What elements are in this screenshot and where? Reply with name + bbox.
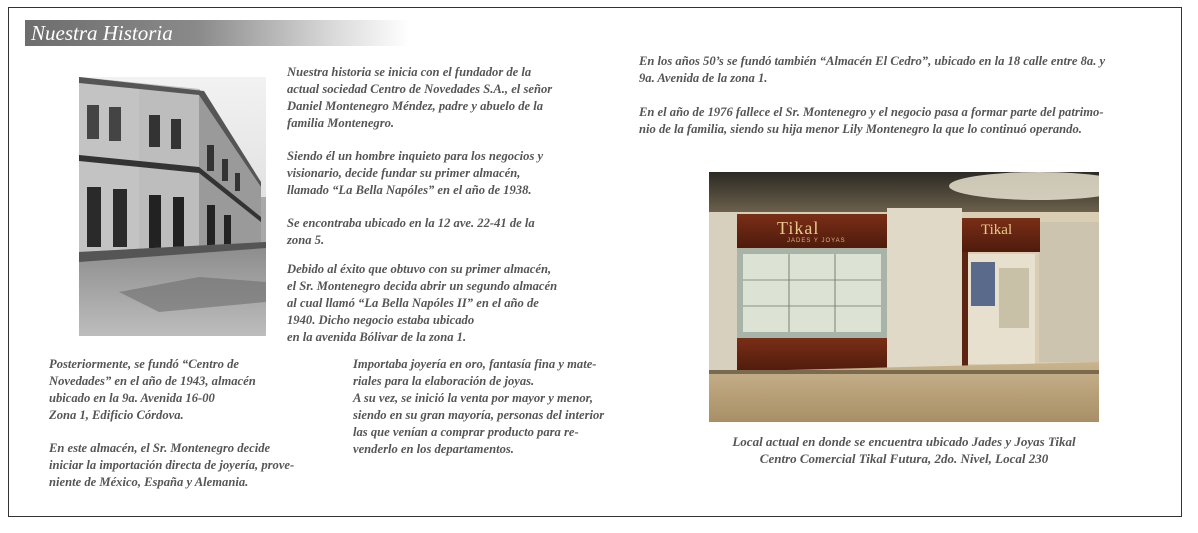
text-line: riales para la elaboración de joyas. bbox=[353, 374, 535, 388]
title-banner bbox=[25, 20, 409, 46]
text-line: Importaba joyería en oro, fantasía fina y mate- bbox=[353, 357, 597, 371]
current-store-photo bbox=[709, 172, 1099, 422]
text-line: niente de México, España y Alemania. bbox=[49, 475, 249, 489]
text-line: zona 5. bbox=[287, 233, 325, 247]
text-line: llamado “La Bella Napóles” en el año de 1938. bbox=[287, 183, 532, 197]
text-line: 1940. Dicho negocio estaba ubicado bbox=[287, 313, 475, 327]
second-store-paragraph bbox=[287, 261, 557, 346]
text-line: nio de la familia, siendo su hija menor Lily Montenegro la que lo continuó operando. bbox=[639, 122, 1082, 136]
text-line: familia Montenegro. bbox=[287, 116, 395, 130]
cedro-paragraph bbox=[639, 53, 1105, 87]
page-frame bbox=[8, 7, 1182, 517]
store-photo-caption bbox=[689, 433, 1119, 467]
text-line: Nuestra historia se inicia con el fundador de la bbox=[287, 65, 532, 79]
caption-line: Local actual en donde se encuentra ubicado Jades y Joyas Tikal bbox=[732, 434, 1076, 449]
text-line: A su vez, se inició la venta por mayor y menor, bbox=[353, 391, 593, 405]
succession-paragraph bbox=[639, 104, 1104, 138]
text-line: Se encontraba ubicado en la 12 ave. 22-41 de la bbox=[287, 216, 535, 230]
historic-street-photo bbox=[79, 77, 266, 336]
first-store-paragraph bbox=[287, 148, 543, 199]
text-line: el Sr. Montenegro decida abrir un segundo almacén bbox=[287, 279, 558, 293]
location-paragraph bbox=[287, 215, 535, 249]
street-photo-drawing bbox=[79, 77, 266, 336]
store-sign-right: Tikal bbox=[981, 222, 1013, 238]
text-line: venderlo en los departamentos. bbox=[353, 442, 514, 456]
text-line: 9a. Avenida de la zona 1. bbox=[639, 71, 768, 85]
text-line: Siendo él un hombre inquieto para los negocios y bbox=[287, 149, 544, 163]
text-line: actual sociedad Centro de Novedades S.A., el señor bbox=[287, 82, 553, 96]
centro-novedades-paragraph bbox=[49, 356, 256, 424]
text-line: al cual llamó “La Bella Napóles II” en el año de bbox=[287, 296, 539, 310]
text-line: En los años 50’s se fundó también “Almacén El Cedro”, ubicado en la 18 calle entre 8a. y bbox=[639, 54, 1106, 68]
import-paragraph bbox=[49, 440, 294, 491]
text-line: Posteriormente, se fundó “Centro de bbox=[49, 357, 239, 371]
store-photo-drawing bbox=[709, 172, 1099, 422]
page-title: Nuestra Historia bbox=[31, 21, 173, 45]
intro-paragraph bbox=[287, 64, 552, 132]
store-sign: Tikal bbox=[777, 218, 820, 238]
text-line: Novedades” en el año de 1943, almacén bbox=[49, 374, 256, 388]
text-line: Debido al éxito que obtuvo con su primer almacén, bbox=[287, 262, 552, 276]
text-line: En este almacén, el Sr. Montenegro decide bbox=[49, 441, 271, 455]
text-line: en la avenida Bólivar de la zona 1. bbox=[287, 330, 467, 344]
text-line: ubicado en la 9a. Avenida 16-00 bbox=[49, 391, 215, 405]
text-line: iniciar la importación directa de joyería, prove- bbox=[49, 458, 295, 472]
caption-line: Centro Comercial Tikal Futura, 2do. Nivel, Local 230 bbox=[759, 451, 1049, 466]
text-line: visionario, decide fundar su primer almacén, bbox=[287, 166, 521, 180]
text-line: las que venían a comprar producto para re- bbox=[353, 425, 579, 439]
store-sign-subtitle: JADES Y JOYAS bbox=[787, 238, 846, 244]
text-line: Zona 1, Edificio Córdova. bbox=[49, 408, 184, 422]
text-line: siendo en su gran mayoría, personas del interior bbox=[353, 408, 605, 422]
text-line: En el año de 1976 fallece el Sr. Montenegro y el negocio pasa a formar parte del patrimo- bbox=[639, 105, 1104, 119]
text-line: Daniel Montenegro Méndez, padre y abuelo de la bbox=[287, 99, 544, 113]
products-paragraph bbox=[353, 356, 604, 458]
